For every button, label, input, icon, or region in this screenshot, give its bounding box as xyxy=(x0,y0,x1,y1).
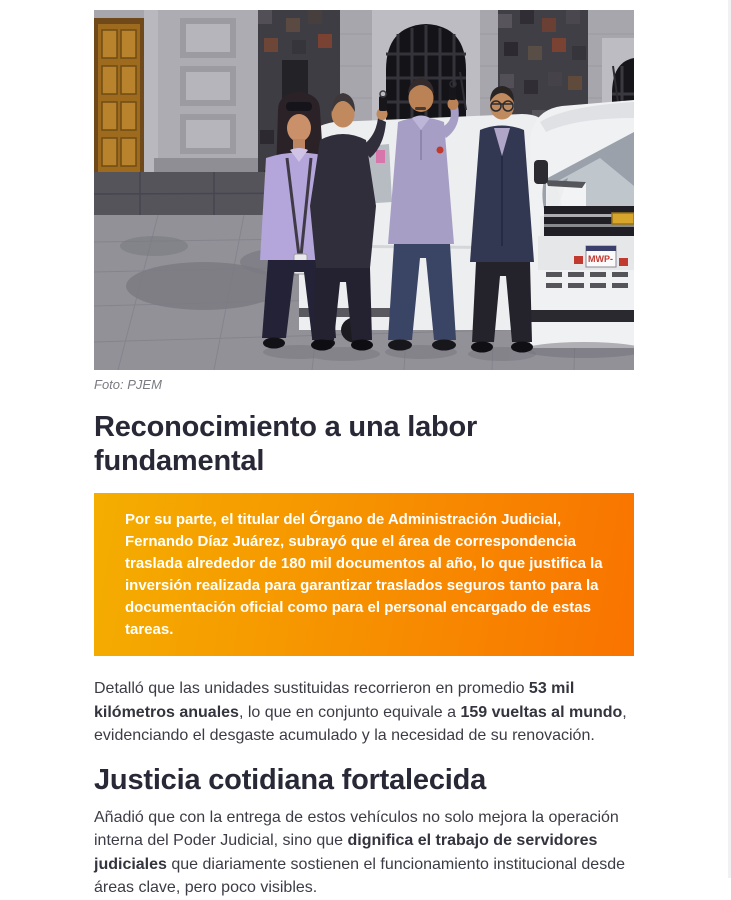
photo-caption: Foto: PJEM xyxy=(94,377,162,392)
section-heading-justicia: Justicia cotidiana fortalecida xyxy=(94,763,487,796)
article-figure xyxy=(94,10,634,393)
article-content xyxy=(94,10,634,900)
paragraph-kilometros: Detalló que las unidades sustituidas recorrieron en promedio 53 mil kilómetros anuales, lo que en conjunto equivale a 159 vueltas al mundo, evidenciando el desgaste acumulado y la necesidad de su renovación. xyxy=(94,680,627,744)
callout-text: Por su parte, el titular del Órgano de Administración Judicial, Fernando Díaz Juárez, subrayó que el área de correspondencia traslada alrededor de 180 mil documentos al año, lo que justifica la inversión realizada para garantizar traslados seguros tanto para la documentación oficial como para el personal encargado de estas tareas. xyxy=(125,511,603,638)
paragraph-entrega: Añadió que con la entrega de estos vehículos no solo mejora la operación interna del Poder Judicial, sino que dignifica el trabajo de servidores judiciales que diariamente sostienen el funcionamiento institucional desde áreas clave, pero poco visibles. xyxy=(94,808,625,896)
section-heading-reconocimiento: Reconocimiento a una labor fundamental xyxy=(94,411,478,477)
license-plate-text: MWP- xyxy=(588,254,613,264)
highlight-callout xyxy=(94,493,634,656)
article-photo xyxy=(94,10,634,370)
